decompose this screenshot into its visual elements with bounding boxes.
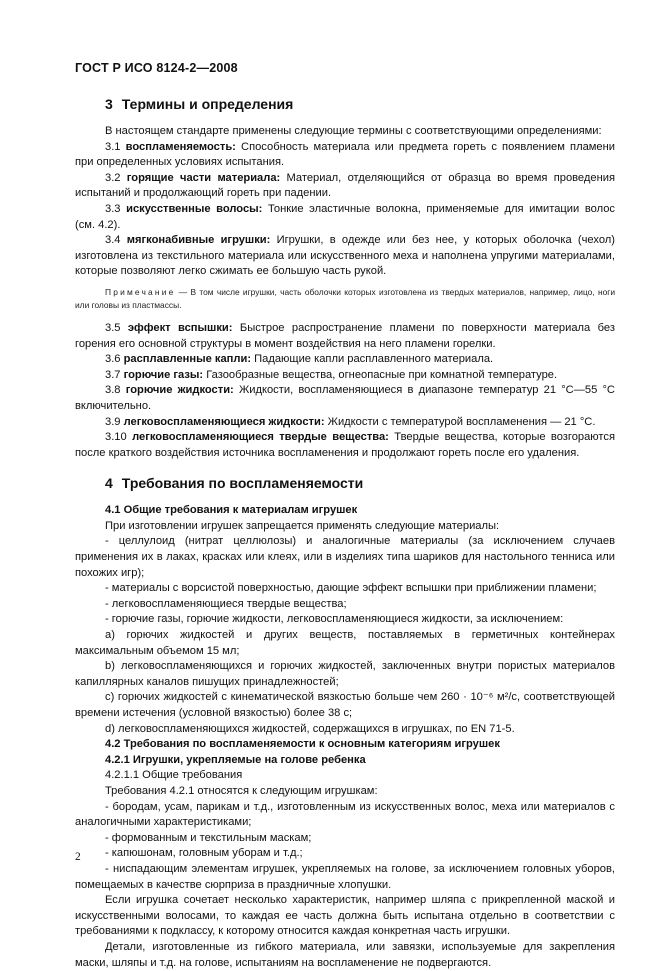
term-3-8: 3.8 горючие жидкости: Жидкости, воспламеняющиеся в диапазоне температур 21 °С—55 °С включительно. — [75, 384, 615, 412]
subsection-4-2-1-heading: 4.2.1 Игрушки, укрепляемые на голове ребенка — [105, 753, 366, 766]
term-3-10: 3.10 легковоспламеняющиеся твердые вещества: Твердые вещества, которые возгораются после краткого воздействия источника воспламенения и продолжают гореть после его удаления. — [75, 431, 615, 459]
list-item: с) горючих жидкостей с кинематической вязкостью больше чем 260 · 10⁻⁶ м²/с, соответствующей времени истечения (условной вязкостью) более 38 с; — [75, 691, 615, 719]
section-3-heading: 3 Термины и определения — [105, 96, 294, 112]
list-item: - капюшонам, головным уборам и т.д.; — [105, 847, 303, 860]
paragraph: В настоящем стандарте применены следующие термины с соответствующими определениями: — [105, 125, 602, 137]
subsection-4-1-heading: 4.1 Общие требования к материалам игрушек — [105, 504, 358, 517]
page-number: 2 — [75, 851, 81, 863]
paragraph: При изготовлении игрушек запрещается применять следующие материалы: — [105, 519, 500, 532]
document-body — [75, 92, 615, 971]
paragraph: Если игрушка сочетает несколько характеристик, например шляпа с прикрепленной маской и искусственными волосами, то каждая ее часть должна быть испытана отдельно в соответствии с требованиями к подклассу, к которому относится каждая конкретная часть игрушки. — [75, 894, 615, 938]
list-item: b) легковоспламеняющихся и горючих жидкостей, заключенных внутри пористых материалов капиллярных каналов пишущих принадлежностей; — [75, 660, 615, 688]
document-header: ГОСТ Р ИСО 8124-2—2008 — [75, 61, 238, 75]
term-3-9: 3.9 легковоспламеняющиеся жидкости: Жидкости с температурой воспламенения — 21 °С. — [105, 415, 596, 428]
term-3-5: 3.5 эффект вспышки: Быстрое распространение пламени по поверхности материала без горения его основной структуры в момент воздействия на него пламени горелки. — [75, 321, 615, 350]
list-item: - горючие газы, горючие жидкости, легковоспламеняющиеся жидкости, за исключением: — [105, 613, 564, 626]
paragraph: Детали, изготовленные из гибкого материала, или завязки, используемые для закрепления маски, шляпы и т.д. на голове, испытаниям на воспламенение не подвергаются. — [75, 940, 615, 969]
term-3-7: 3.7 горючие газы: Газообразные вещества, огнеопасные при комнатной температуре. — [105, 368, 558, 381]
term-3-6: 3.6 расплавленные капли: Падающие капли расплавленного материала. — [105, 353, 494, 366]
subsection-4-2-1-1-heading: 4.2.1.1 Общие требования — [105, 769, 243, 782]
term-3-1: 3.1 воспламеняемость: Способность материала или предмета гореть с появлением пламени при определенных условиях испытания. — [75, 140, 615, 169]
subsection-4-2-heading: 4.2 Требования по воспламеняемости к основным категориям игрушек — [105, 738, 500, 751]
list-item: - материалы с ворсистой поверхностью, дающие эффект вспышки при приближении пламени; — [105, 582, 597, 595]
list-item: - бородам, усам, парикам и т.д., изготовленным из искусственных волос, меха или материалов с аналогичными характеристиками; — [75, 800, 615, 829]
list-item: - легковоспламеняющиеся твердые вещества; — [105, 597, 347, 610]
list-item: а) горючих жидкостей и других веществ, поставляемых в герметичных контейнерах максимальным объемом 15 мл; — [75, 629, 615, 657]
term-3-3: 3.3 искусственные волосы: Тонкие эластичные волокна, применяемые для имитации волос (см. 4.2). — [75, 202, 615, 231]
list-item: d) легковоспламеняющихся жидкостей, содержащихся в игрушках, по EN 71-5. — [105, 722, 515, 735]
list-item: - формованным и текстильным маскам; — [105, 831, 312, 844]
list-item: - ниспадающим элементам игрушек, укрепляемых на голове, за исключением головных уборов, помещаемых в качестве сюрприза в праздничные хлопушки. — [75, 862, 615, 891]
term-3-2: 3.2 горящие части материала: Материал, отделяющийся от образца во время проведения испытаний и продолжающий гореть при падении. — [75, 171, 615, 200]
list-item: - целлулоид (нитрат целлюлозы) и аналогичные материалы (за исключением случаев применения их в лаках, красках или клеях, или в изделиях типа шариков для настольного тенниса или похожих игр); — [75, 535, 615, 579]
note: Примечание — В том числе игрушки, часть оболочки которых изготовлена из твердых материалов, например, лицо, ноги или головы из пластмассы. — [75, 286, 615, 311]
section-4-heading: 4 Требования по воспламеняемости — [105, 475, 364, 492]
term-3-4: 3.4 мягконабивные игрушки: Игрушки, в одежде или без нее, у которых оболочка (чехол) изготовлена из текстильного материала или искусственного меха и наполнена упругими материалами, которые позволяют легко сжимать ее большую часть рукой. — [75, 234, 615, 278]
paragraph: Требования 4.2.1 относятся к следующим игрушкам: — [105, 784, 378, 797]
